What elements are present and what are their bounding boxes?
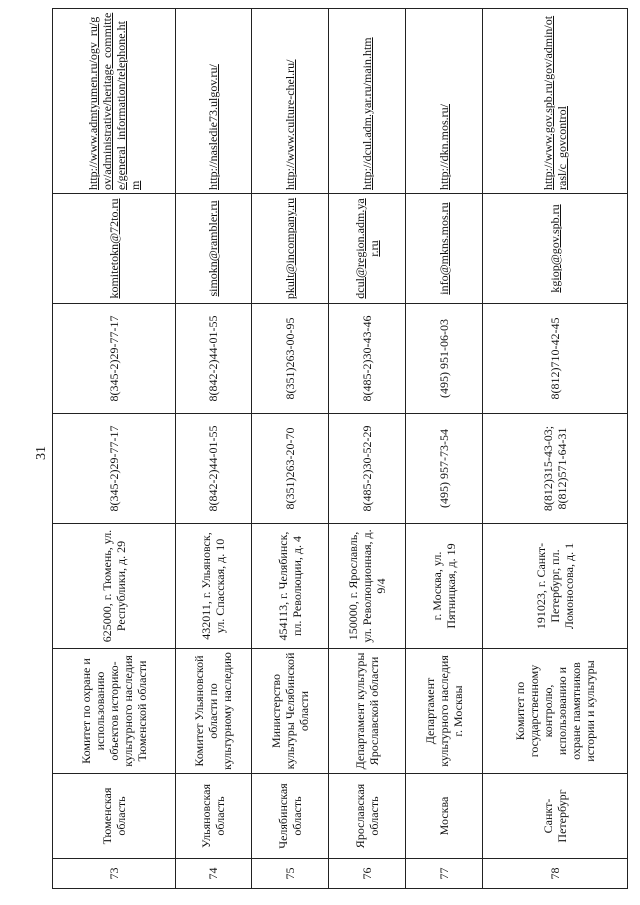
email-link[interactable]: pkult@incompany.ru [252, 194, 329, 304]
fax-cell: 8(842-2)44-01-55 [175, 304, 252, 414]
website-link[interactable]: http://dcul.adm.yar.ru/main.htm [329, 9, 406, 194]
phone-cell: 8(345-2)29-77-17 [53, 414, 176, 524]
website-link[interactable]: http://nasledie73.ulgov.ru/ [175, 9, 252, 194]
email-link[interactable]: komitetokn@72to.ru [53, 194, 176, 304]
address-cell: 432011, г. Ульяновск, ул. Спасская, д. 10 [175, 524, 252, 649]
address-cell: 625000, г. Тюмень, ул. Республики, д. 29 [53, 524, 176, 649]
table-row [329, 9, 406, 889]
email-link[interactable]: info@mkns.mos.ru [405, 194, 482, 304]
row-number: 76 [329, 859, 406, 889]
row-number: 75 [252, 859, 329, 889]
address-cell: г. Москва, ул. Пятницкая, д. 19 [405, 524, 482, 649]
organization-cell: Комитет по государственному контролю, использованию и охране памятников истории и культуры [482, 649, 627, 774]
fax-cell: 8(351)263-00-95 [252, 304, 329, 414]
row-number: 74 [175, 859, 252, 889]
row-number: 77 [405, 859, 482, 889]
address-cell: 150000, г. Ярославль, ул. Революционная, д. 9/4 [329, 524, 406, 649]
row-number: 78 [482, 859, 627, 889]
address-cell: 454113, г. Челябинск, пл. Революции, д. 4 [252, 524, 329, 649]
email-link[interactable]: simokn@rambler.ru [175, 194, 252, 304]
table-row [482, 9, 627, 889]
region-cell: Москва [405, 774, 482, 859]
phone-cell: 8(842-2)44-01-55 [175, 414, 252, 524]
phone-cell: (495) 957-73-54 [405, 414, 482, 524]
organization-cell: Комитет Ульяновской области по культурному наследию [175, 649, 252, 774]
phone-cell: 8(812)315-43-03; 8(812)571-64-31 [482, 414, 627, 524]
phone-cell: 8(351)263-20-70 [252, 414, 329, 524]
table-row [53, 9, 176, 889]
fax-cell: 8(345-2)29-77-17 [53, 304, 176, 414]
page-number: 31 [34, 446, 49, 460]
table-row [175, 9, 252, 889]
region-cell: Челябинская область [252, 774, 329, 859]
heritage-agencies-table [52, 8, 628, 889]
email-link[interactable]: kgiop@gov.spb.ru [482, 194, 627, 304]
fax-cell: 8(485-2)30-43-46 [329, 304, 406, 414]
organization-cell: Министерство культуры Челябинской области [252, 649, 329, 774]
organization-cell: Департамент культурного наследия г. Москвы [405, 649, 482, 774]
website-link[interactable]: http://dkn.mos.ru/ [405, 9, 482, 194]
region-cell: Ярославская область [329, 774, 406, 859]
website-link[interactable]: http://www.culture-chel.ru/ [252, 9, 329, 194]
organization-cell: Департамент культуры Ярославской области [329, 649, 406, 774]
rotated-table-wrapper [52, 9, 628, 889]
website-link[interactable]: http://www.gov.spb.ru/gov/admin/otrasl/c_govcontrol [482, 9, 627, 194]
phone-cell: 8(485-2)30-52-29 [329, 414, 406, 524]
organization-cell: Комитет по охране и использованию объектов историко-культурного наследия Тюменской области [53, 649, 176, 774]
fax-cell: (495) 951-06-03 [405, 304, 482, 414]
table-row [252, 9, 329, 889]
email-link[interactable]: dcul@region.adm.yar.ru [329, 194, 406, 304]
region-cell: Санкт-Петербург [482, 774, 627, 859]
address-cell: 191023, г. Санкт-Петербург, пл. Ломоносова, д. 1 [482, 524, 627, 649]
region-cell: Ульяновская область [175, 774, 252, 859]
table-row [405, 9, 482, 889]
row-number: 73 [53, 859, 176, 889]
website-link[interactable]: http://www.admtyumen.ru/ogv_ru/gov/administrative/heritage_committee/general_information/telephone.htm [53, 9, 176, 194]
fax-cell: 8(812)710-42-45 [482, 304, 627, 414]
region-cell: Тюменская область [53, 774, 176, 859]
